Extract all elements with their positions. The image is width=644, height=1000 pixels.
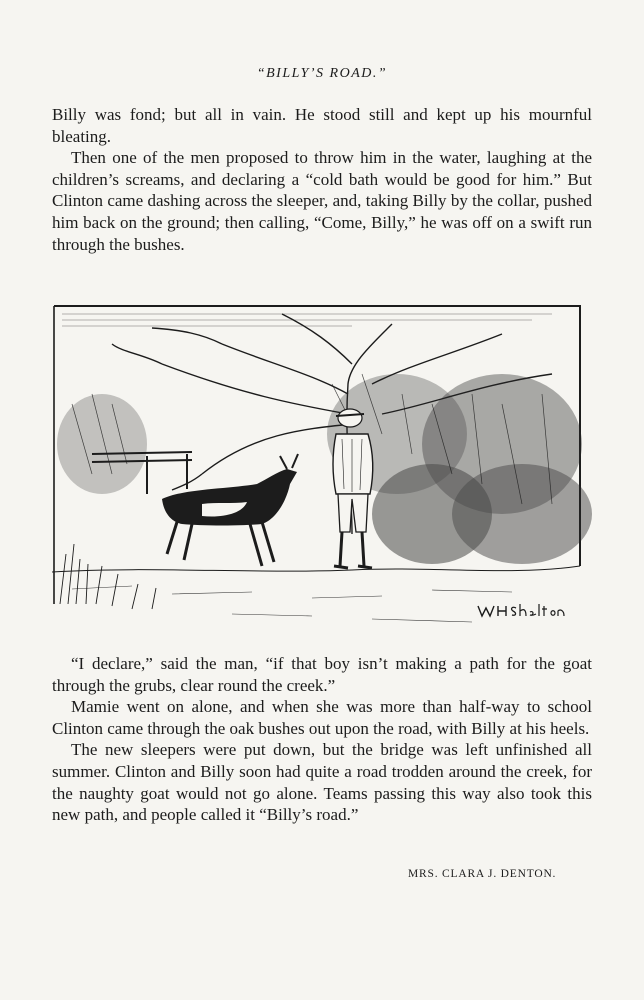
- engraving-svg: [52, 304, 592, 636]
- text-block-bottom: [52, 653, 592, 826]
- paragraph: Then one of the men proposed to throw him in the water, laughing at the children’s screams, and declaring a “cold bath would be good for him.” But Clinton came dashing across the sleeper, and, taking Billy by the collar, pushed him back on the ground; then calling, “Come, Billy,” he was off on a swift run through the bushes.: [52, 148, 592, 254]
- illustrator-signature: [476, 600, 568, 620]
- running-head: “BILLY’S ROAD.”: [256, 66, 388, 81]
- goat-figure: [162, 454, 298, 566]
- text-block-top: [52, 104, 592, 255]
- paragraph: The new sleepers were put down, but the bridge was left unfinished all summer. Clinton and Billy soon had quite a road trodden around the creek, for the naughty goat would not go alone. Teams passing this way also took this new path, and people called it “Billy’s road.”: [52, 740, 592, 825]
- paragraph: Billy was fond; but all in vain. He stood still and kept up his mournful bleating.: [52, 105, 592, 146]
- paragraph: Mamie went on alone, and when she was more than half-way to school Clinton came through the oak bushes out upon the road, with Billy at his heels.: [52, 697, 592, 738]
- illustration-boy-and-goat: [52, 304, 592, 636]
- author-attribution: MRS. CLARA J. DENTON.: [408, 868, 557, 880]
- paragraph: “I declare,” said the man, “if that boy isn’t making a path for the goat through the grubs, clear round the creek.”: [52, 654, 592, 695]
